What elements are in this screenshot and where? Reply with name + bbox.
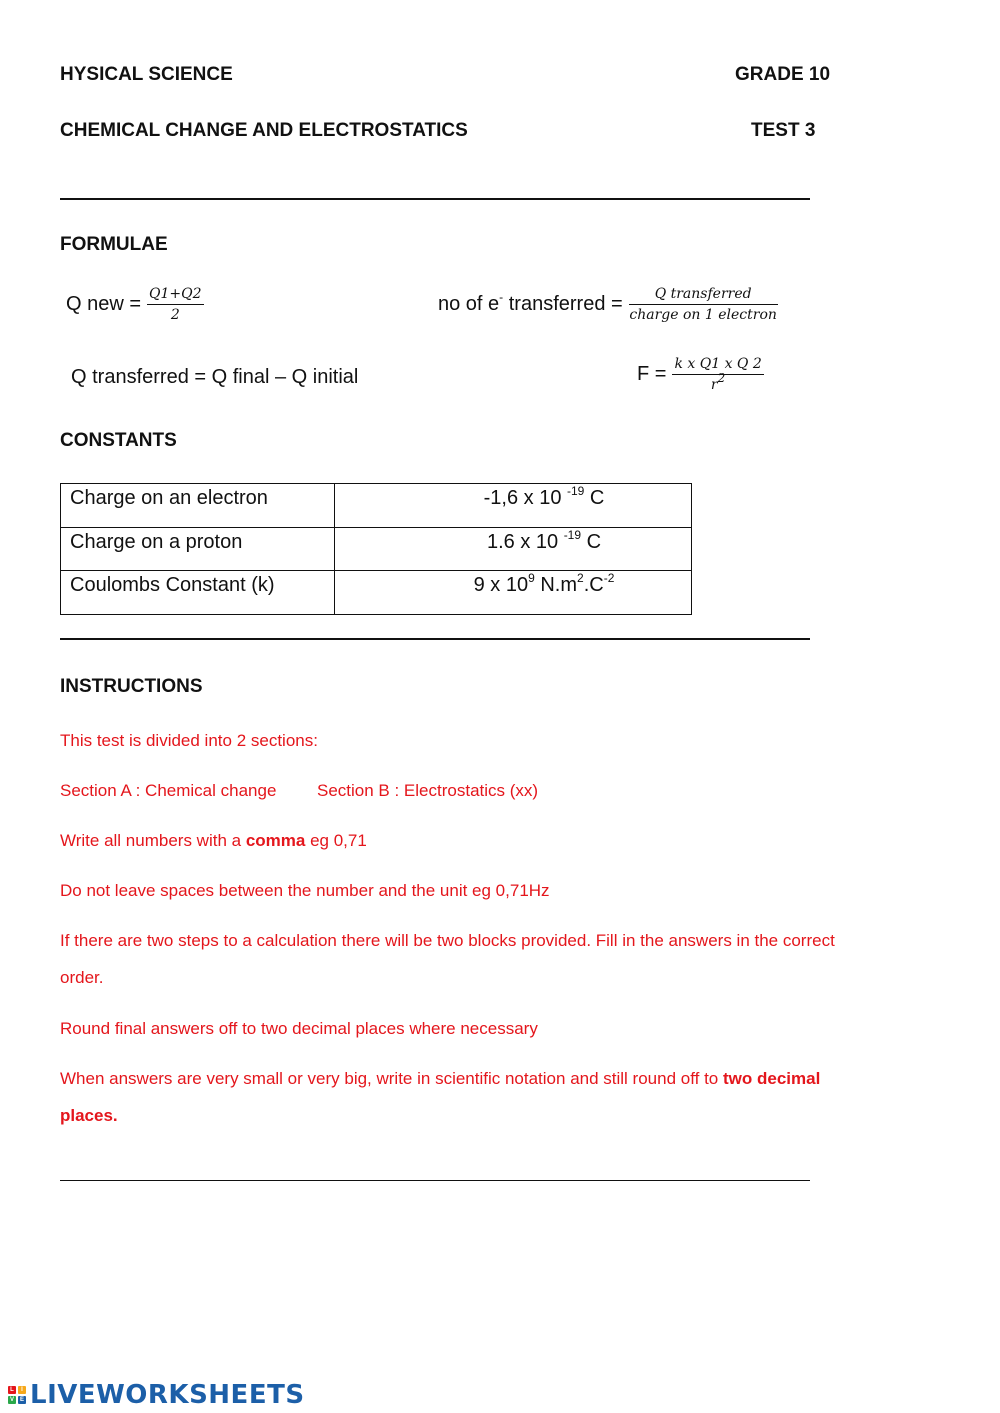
topic-title: CHEMICAL CHANGE AND ELECTROSTATICS <box>60 120 468 141</box>
instruction-two-steps: If there are two steps to a calculation there will be two blocks provided. Fill in the answers in the correct <box>60 931 835 950</box>
formula-q-new-label: Q new = <box>66 293 142 315</box>
formula-electrons-numerator: Q transferred <box>629 286 778 305</box>
formula-electrons <box>438 286 778 323</box>
instruction-comma: Write all numbers with a comma eg 0,71 <box>60 831 367 850</box>
instruction-scientific-cont: places. <box>60 1106 118 1125</box>
table-row <box>61 527 692 571</box>
formula-force <box>637 356 764 393</box>
test-label: TEST 3 <box>751 120 816 141</box>
constant-label: Charge on an electron <box>61 484 335 528</box>
formula-force-numerator: k x Q1 x Q 2 <box>672 356 763 375</box>
instruction-scientific: When answers are very small or very big, write in scientific notation and still round off to two decimal <box>60 1069 821 1088</box>
instruction-rounding: Round final answers off to two decimal places where necessary <box>60 1019 538 1038</box>
formula-q-new-fraction <box>147 286 204 323</box>
formula-force-label: F = <box>637 363 667 385</box>
formula-q-new-numerator: Q1+Q2 <box>147 286 204 305</box>
formulae-heading: FORMULAE <box>60 234 168 255</box>
divider-1 <box>60 198 810 200</box>
subject-title: HYSICAL SCIENCE <box>60 64 233 85</box>
liveworksheets-logo[interactable] <box>8 1381 305 1409</box>
formula-q-transferred: Q transferred = Q final – Q initial <box>71 366 359 388</box>
divider-3 <box>60 1180 810 1181</box>
table-row <box>61 571 692 615</box>
table-row <box>61 484 692 528</box>
grade-label: GRADE 10 <box>735 64 831 85</box>
instruction-sections-intro: This test is divided into 2 sections: <box>60 731 318 750</box>
constants-table <box>60 483 692 615</box>
formula-force-denominator: $r^2$ <box>710 371 726 393</box>
constant-value: 9 x $10^9$ $N.m^2.C^{-2}$ <box>335 571 692 615</box>
formula-electrons-label: no of e- transferred = <box>438 290 623 315</box>
instructions-heading: INSTRUCTIONS <box>60 676 203 697</box>
formula-force-fraction <box>672 356 763 393</box>
instruction-section-a: Section A : Chemical change <box>60 781 277 800</box>
divider-2 <box>60 638 810 640</box>
constant-label: Charge on a proton <box>61 527 335 571</box>
logo-text: LIVEWORKSHEETS <box>30 1380 305 1410</box>
constant-value: 1.6 x 10 $^{-19}$ C <box>335 527 692 571</box>
instruction-two-steps-cont: order. <box>60 968 104 987</box>
constant-label: Coulombs Constant (k) <box>61 571 335 615</box>
instruction-spaces: Do not leave spaces between the number and the unit eg 0,71Hz <box>60 881 550 900</box>
formula-electrons-denominator: charge on 1 electron <box>629 307 777 323</box>
constant-value: -1,6 x 10 $^{-19}$ C <box>335 484 692 528</box>
logo-grid-icon: L I V E <box>9 1387 24 1403</box>
formula-q-new <box>66 286 204 323</box>
instruction-section-b: Section B : Electrostatics (xx) <box>317 781 539 800</box>
constants-heading: CONSTANTS <box>60 430 177 451</box>
formula-q-new-denominator: 2 <box>170 307 180 323</box>
formula-electrons-fraction <box>629 286 778 323</box>
